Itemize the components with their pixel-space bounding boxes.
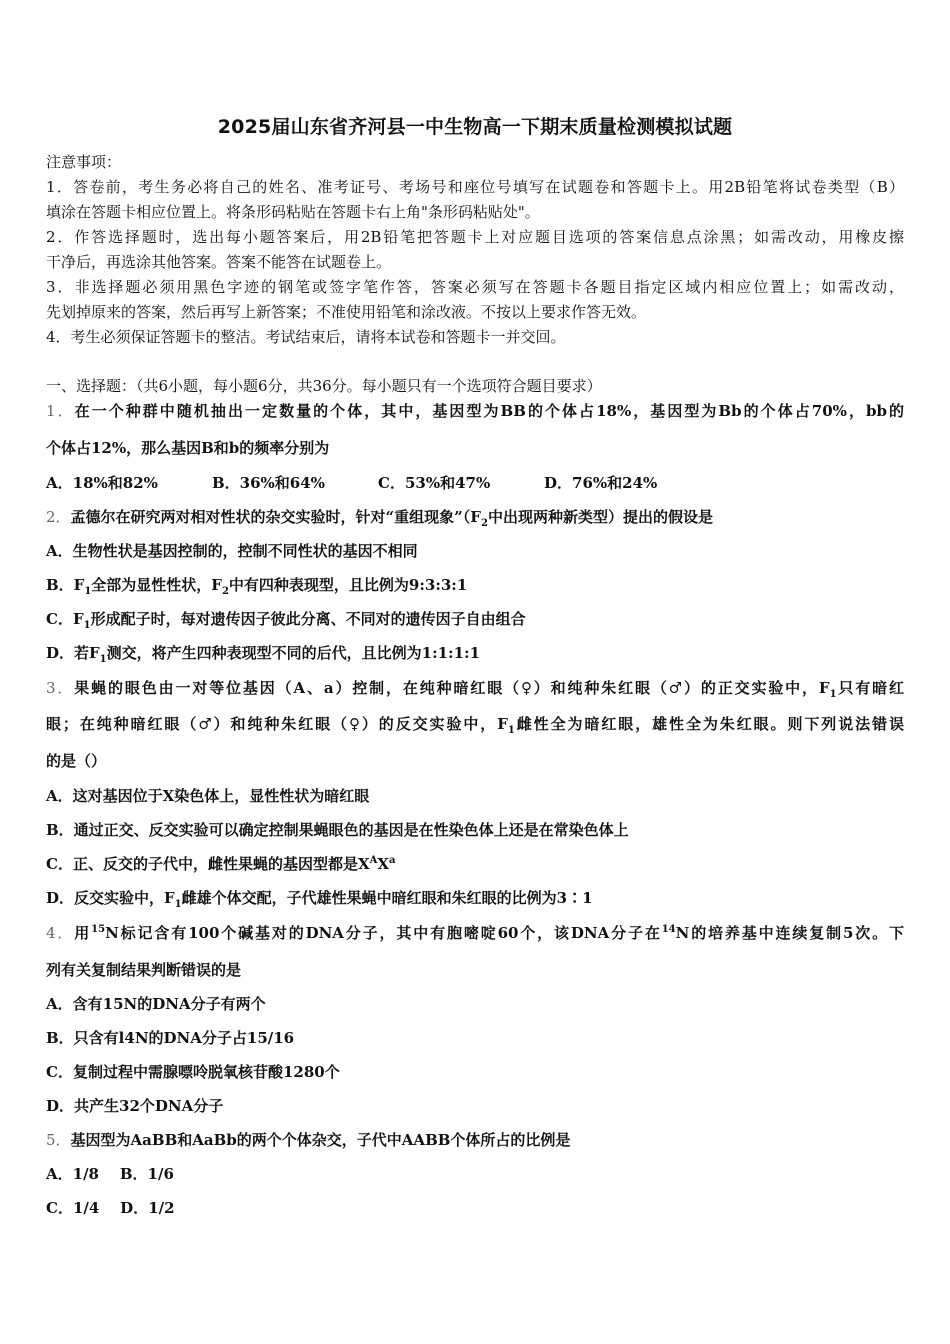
subscript: 1 bbox=[507, 725, 515, 736]
option-c: C．复制过程中需腺嘌呤脱氧核苷酸1280个 bbox=[46, 1063, 340, 1081]
question-text: 孟德尔在研究两对相对性状的杂交实验时，针对“重组现象”（F bbox=[70, 508, 481, 526]
question-text: 基因型为AaBB和AaBb的两个个体杂交，子代中AABB个体所占的比例是 bbox=[70, 1131, 571, 1149]
option-d bbox=[46, 888, 904, 908]
question-text: 中出现两种新类型）提出的假设是 bbox=[487, 508, 713, 526]
subscript: 2 bbox=[480, 518, 488, 529]
option-b: B．36%和64% bbox=[212, 474, 325, 492]
option-a: A．生物性状是基因控制的，控制不同性状的基因不相同 bbox=[46, 542, 418, 560]
option-text: 雌雄个体交配，子代雄性果蝇中暗红眼和朱红眼的比例为3∶1 bbox=[181, 889, 593, 907]
option-c bbox=[46, 854, 904, 874]
subscript: 1 bbox=[84, 586, 92, 597]
question-number: 1． bbox=[46, 402, 75, 420]
option-d bbox=[46, 643, 904, 663]
option-c: C．53%和47% bbox=[378, 474, 491, 492]
superscript: 15 bbox=[91, 924, 106, 935]
notice-line: 1．答卷前，考生务必将自己的姓名、准考证号、考场号和座位号填写在试题卷和答题卡上。用2B铅笔将试卷类型（B） bbox=[46, 178, 904, 196]
notice-line: 干净后，再选涂其他答案。答案不能答在试题卷上。 bbox=[46, 253, 392, 271]
superscript: 14 bbox=[661, 924, 676, 935]
notice-line: 先划掉原来的答案，然后再写上新答案；不准使用铅笔和涂改液。不按以上要求作答无效。 bbox=[46, 303, 647, 321]
superscript: A bbox=[369, 855, 378, 866]
notice-line: 填涂在答题卡相应位置上。将条形码粘贴在答题卡右上角"条形码粘贴处"。 bbox=[46, 203, 540, 221]
question-text: 果蝇的眼色由一对等位基因（A、a）控制，在纯种暗红眼（♀）和纯种朱红眼（♂）的正交实验中，F bbox=[74, 679, 830, 697]
option-b: B．只含有l4N的DNA分子占15/16 bbox=[46, 1029, 295, 1047]
option-text: D．反交实验中，F bbox=[46, 889, 175, 907]
option-b bbox=[46, 575, 904, 595]
question-1-stem-cont: 个体占12%，那么基因B和b的频率分别为 bbox=[46, 439, 330, 457]
section-header: 一、选择题：（共6小题，每小题6分，共36分。每小题只有一个选项符合题目要求） bbox=[46, 377, 602, 395]
subscript: 1 bbox=[174, 899, 182, 910]
option-text: 全部为显性性状，F bbox=[91, 576, 222, 594]
question-number: 5． bbox=[46, 1131, 71, 1149]
question-1-stem bbox=[46, 401, 904, 421]
subscript: 1 bbox=[829, 689, 837, 700]
option-text: C．正、反交的子代中，雌性果蝇的基因型都是X bbox=[46, 855, 370, 873]
question-text: 在一个种群中随机抽出一定数量的个体，其中，基因型为BB的个体占18%，基因型为Bb的个体占70%，bb的 bbox=[74, 402, 904, 420]
question-4-stem bbox=[46, 923, 904, 943]
option-a: A．含有15N的DNA分子有两个 bbox=[46, 995, 266, 1013]
question-4-stem-cont: 列有关复制结果判断错误的是 bbox=[46, 961, 242, 979]
option-d: D．共产生32个DNA分子 bbox=[46, 1097, 224, 1115]
notice-heading: 注意事项： bbox=[46, 153, 122, 171]
question-3-stem-end: 的是（） bbox=[46, 752, 107, 770]
question-2-stem bbox=[46, 507, 904, 527]
option-text: X bbox=[377, 855, 389, 873]
options-row-1: A．1/8 B．1/6 bbox=[46, 1165, 174, 1183]
option-a: A．这对基因位于X染色体上，显性性状为暗红眼 bbox=[46, 787, 370, 805]
question-5-stem bbox=[46, 1130, 904, 1150]
question-number: 4． bbox=[46, 924, 75, 942]
superscript: a bbox=[389, 855, 396, 866]
question-text: 眼；在纯种暗红眼（♂）和纯种朱红眼（♀）的反交实验中，F bbox=[46, 715, 508, 733]
option-a: A．18%和82% bbox=[46, 474, 158, 492]
notice-line: 4．考生必须保证答题卡的整洁。考试结束后，请将本试卷和答题卡一并交回。 bbox=[46, 328, 566, 346]
notice-line: 3．非选择题必须用黑色字迹的钢笔或签字笔作答，答案必须写在答题卡各题目指定区域内相应位置上；如需改动， bbox=[46, 278, 904, 296]
question-number: 2． bbox=[46, 508, 71, 526]
option-d: D．76%和24% bbox=[544, 474, 658, 492]
option-c bbox=[46, 609, 904, 629]
subscript: 2 bbox=[221, 586, 229, 597]
question-3-stem bbox=[46, 678, 904, 698]
page-title: 2025届山东省齐河县一中生物高一下期末质量检测模拟试题 bbox=[217, 116, 733, 138]
option-text: B．F bbox=[46, 576, 85, 594]
option-text: 中有四种表现型，且比例为9:3:3:1 bbox=[228, 576, 468, 594]
option-text: 测交，将产生四种表现型不同的后代，且比例为1:1:1:1 bbox=[106, 644, 481, 662]
subscript: 1 bbox=[99, 654, 107, 665]
question-text: N标记含有100个碱基对的DNA分子，其中有胞嘧啶60个，该DNA分子在 bbox=[105, 924, 662, 942]
option-text: C．F bbox=[46, 610, 84, 628]
question-3-stem-cont bbox=[46, 714, 904, 734]
subscript: 1 bbox=[83, 620, 91, 631]
option-text: D．若F bbox=[46, 644, 100, 662]
option-text: 形成配子时，每对遗传因子彼此分离、不同对的遗传因子自由组合 bbox=[90, 610, 526, 628]
notice-line: 2．作答选择题时，选出每小题答案后，用2B铅笔把答题卡上对应题目选项的答案信息点涂黑；如需改动，用橡皮擦 bbox=[46, 228, 904, 246]
question-text: N的培养基中连续复制5次。下 bbox=[675, 924, 904, 942]
options-row-2: C．1/4 D．1/2 bbox=[46, 1199, 175, 1217]
question-text: 只有暗红 bbox=[836, 679, 904, 697]
question-text: 雌性全为暗红眼，雄性全为朱红眼。则下列说法错误 bbox=[514, 715, 904, 733]
question-number: 3． bbox=[46, 679, 75, 697]
question-text: 用 bbox=[74, 924, 92, 942]
option-b: B．通过正交、反交实验可以确定控制果蝇眼色的基因是在性染色体上还是在常染色体上 bbox=[46, 821, 629, 839]
question-1-options bbox=[46, 473, 904, 493]
